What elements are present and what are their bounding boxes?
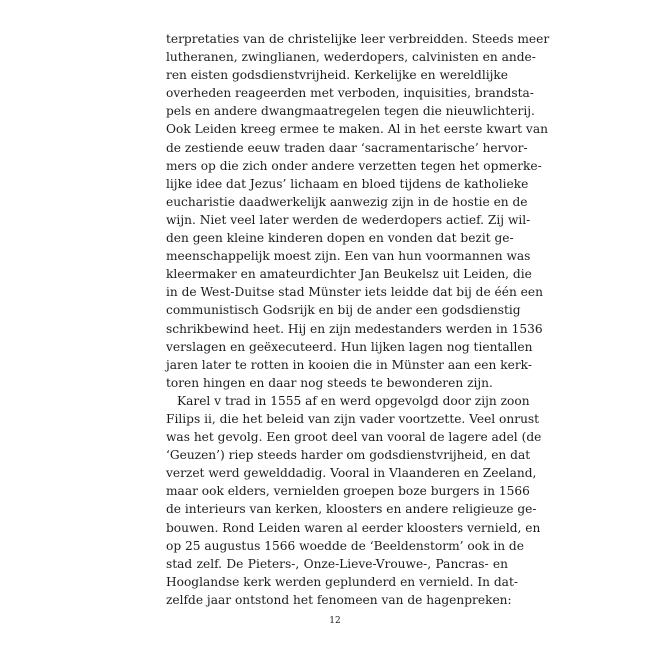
text-line: in de West-Duitse stad Münster iets leidde dat bij de één een: [166, 285, 543, 300]
text-line: op 25 augustus 1566 woedde de ‘Beeldenstorm’ ook in de: [166, 538, 524, 553]
text-line: eucharistie daadwerkelijk aanwezig zijn in de hostie en de: [166, 194, 528, 209]
text-line: zelfde jaar ontstond het fenomeen van de hagenpreken:: [166, 592, 512, 607]
text-line: verzet werd gewelddadig. Vooral in Vlaanderen en Zeeland,: [166, 466, 537, 481]
text-line: toren hingen en daar nog steeds te bewonderen zijn.: [166, 375, 493, 390]
text-line: maar ook elders, vernielden groepen boze burgers in 1566: [166, 484, 530, 499]
text-line: kleermaker en amateurdichter Jan Beukelsz uit Leiden, die: [166, 267, 532, 282]
page-number: 12: [329, 616, 341, 626]
text-line: Karel v trad in 1555 af en werd opgevolgd door zijn zoon: [177, 393, 530, 408]
text-line: jaren later te rotten in kooien die in Münster aan een kerk-: [166, 357, 532, 372]
text-line: verslagen en geëxecuteerd. Hun lijken lagen nog tientallen: [166, 339, 533, 354]
body-text: [166, 30, 550, 609]
text-line: Filips ii, die het beleid van zijn vader voortzette. Veel onrust: [166, 411, 540, 426]
text-line: terpretaties van de christelijke leer verbreidden. Steeds meer: [166, 32, 550, 46]
text-line: communistisch Godsrijk en bij de ander een godsdienstig: [166, 303, 521, 318]
text-line: de interieurs van kerken, kloosters en andere religieuze ge-: [166, 502, 537, 517]
text-line: overheden reageerden met verboden, inquisities, brandsta-: [166, 86, 534, 101]
text-line: Ook Leiden kreeg ermee te maken. Al in het eerste kwart van: [166, 122, 548, 137]
text-line: pels en andere dwangmaatregelen tegen die nieuwlichterij.: [166, 104, 535, 119]
paragraph: [166, 392, 542, 609]
text-line: lijke idee dat Jezus’ lichaam en bloed tijdens de katholieke: [166, 176, 529, 191]
text-line: ‘Geuzen’) riep steeds harder om godsdienstvrijheid, en dat: [166, 448, 531, 463]
text-line: den geen kleine kinderen dopen en vonden dat bezit ge-: [166, 231, 514, 246]
text-line: mers op die zich onder andere verzetten tegen het opmerke-: [166, 158, 542, 173]
text-line: bouwen. Rond Leiden waren al eerder kloosters vernield, en: [166, 520, 541, 535]
text-line: meenschappelijk moest zijn. Een van hun voormannen was: [166, 249, 531, 264]
text-line: ren eisten godsdienstvrijheid. Kerkelijke en wereldlijke: [166, 68, 508, 83]
text-line: Hooglandse kerk werden geplunderd en vernield. In dat-: [166, 574, 518, 589]
text-line: was het gevolg. Een groot deel van vooral de lagere adel (de: [166, 430, 542, 445]
text-line: de zestiende eeuw traden daar ‘sacramentarische’ hervor-: [166, 140, 528, 155]
text-line: schrikbewind heet. Hij en zijn medestanders werden in 1536: [166, 321, 543, 336]
paragraph: [166, 30, 550, 392]
text-line: wijn. Niet veel later werden de wederdopers actief. Zij wil-: [166, 212, 531, 227]
text-line: lutheranen, zwinglianen, wederdopers, calvinisten en ande-: [166, 50, 536, 65]
text-line: stad zelf. De Pieters-, Onze-Lieve-Vrouwe-, Pancras- en: [166, 556, 508, 571]
